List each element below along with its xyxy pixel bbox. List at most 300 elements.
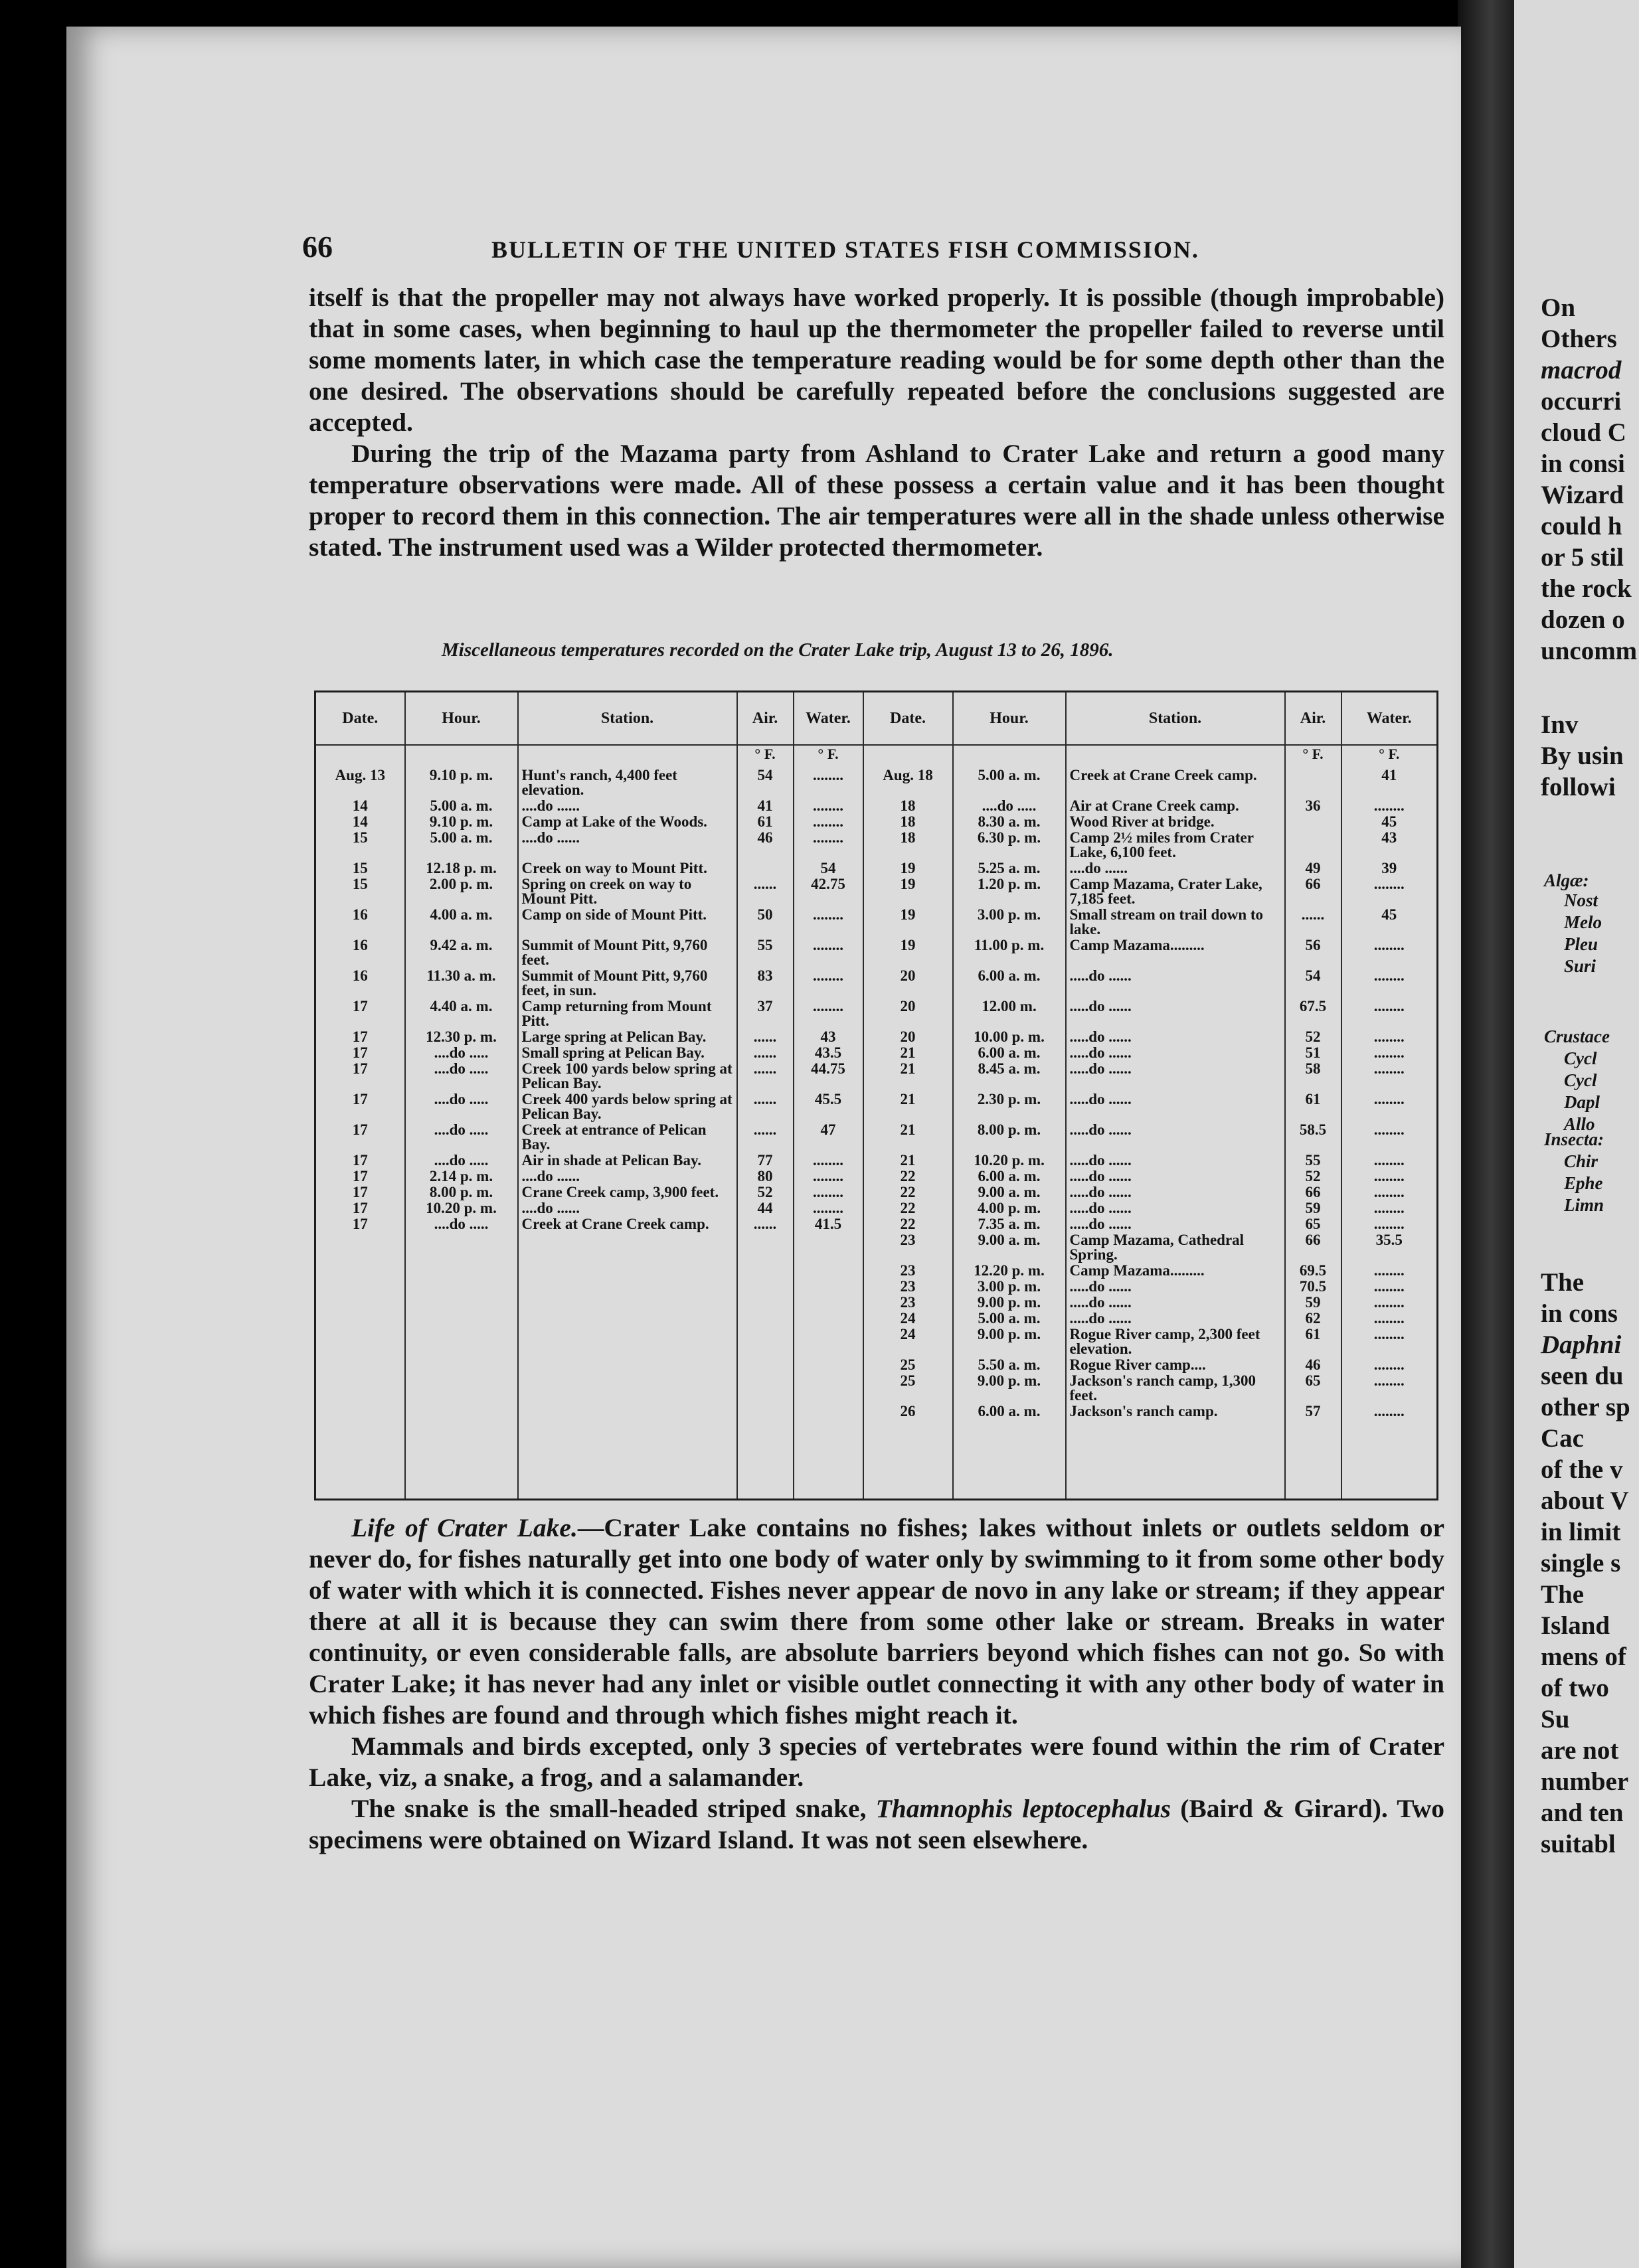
table-row [315, 813, 1438, 829]
cell-hour-2: 9.00 p. m. [953, 1294, 1066, 1310]
cell-hour: 9.42 a. m. [405, 937, 518, 967]
cell-station: Small spring at Pelican Bay. [518, 1044, 737, 1060]
cell-air-2: 62 [1285, 1310, 1341, 1326]
cell-air: 54 [737, 767, 794, 797]
cell-hour: 8.00 p. m. [405, 1184, 518, 1200]
cell-hour-2: 5.25 a. m. [953, 860, 1066, 876]
cell-water [794, 1294, 863, 1310]
insecta-item: Ephe [1564, 1173, 1603, 1193]
cell-water-2: ........ [1341, 876, 1438, 906]
fragment-line: are not [1541, 1736, 1619, 1765]
crustacea-item: Allo [1564, 1114, 1595, 1134]
cell-date: 17 [315, 1200, 405, 1216]
cell-hour-2: 12.20 p. m. [953, 1262, 1066, 1278]
cell-station-2: Creek at Crane Creek camp. [1066, 767, 1285, 797]
cell-hour-2: 7.35 a. m. [953, 1216, 1066, 1232]
fragment-line: Daphni [1541, 1331, 1622, 1359]
cell-hour-2: 6.00 a. m. [953, 1044, 1066, 1060]
table-row [315, 1262, 1438, 1278]
cell-air [737, 1310, 794, 1326]
cell-air [737, 1262, 794, 1278]
cell-water-2: ........ [1341, 1168, 1438, 1184]
fragment-line: in consi [1541, 449, 1625, 478]
cell-date: 16 [315, 906, 405, 937]
cell-water [794, 1326, 863, 1356]
cell-water: ........ [794, 937, 863, 967]
cell-water-2: ........ [1341, 1372, 1438, 1403]
table-filler-row [315, 1419, 1438, 1500]
cell-date-2: 22 [863, 1200, 953, 1216]
fragment-line: or 5 stil [1541, 543, 1624, 572]
cell-station [518, 1294, 737, 1310]
insecta-list [1564, 1151, 1604, 1216]
cell-water: 45.5 [794, 1091, 863, 1121]
fragment-line: dozen o [1541, 606, 1625, 634]
cell-water-2: 45 [1341, 906, 1438, 937]
units-row [315, 745, 1438, 767]
cell-station: Air in shade at Pelican Bay. [518, 1152, 737, 1168]
fragment-line: followi [1541, 773, 1616, 801]
cell-date-2: 25 [863, 1356, 953, 1372]
cell-water: 42.75 [794, 876, 863, 906]
life-section [309, 1512, 1444, 1856]
cell-station-2: Camp Mazama, Cathedral Spring. [1066, 1232, 1285, 1262]
cell-date: 15 [315, 860, 405, 876]
crustacea-list [1564, 1048, 1600, 1135]
cell-air: ...... [737, 876, 794, 906]
fragment-line: cloud C [1541, 418, 1626, 447]
fragment-line: number [1541, 1767, 1629, 1796]
cell-station: Summit of Mount Pitt, 9,760 feet, in sun. [518, 967, 737, 998]
cell-date-2: 18 [863, 813, 953, 829]
cell-date: 16 [315, 967, 405, 998]
cell-date-2: 25 [863, 1372, 953, 1403]
cell-air: 80 [737, 1168, 794, 1184]
unit-water: ° F. [794, 745, 863, 767]
cell-station-2: .....do ...... [1066, 1044, 1285, 1060]
algae-list [1564, 890, 1602, 977]
unit-air-2: ° F. [1285, 745, 1341, 767]
cell-station-2: .....do ...... [1066, 1294, 1285, 1310]
cell-hour-2: 11.00 p. m. [953, 937, 1066, 967]
fragment-line: Inv [1541, 710, 1579, 739]
cell-date-2: 23 [863, 1232, 953, 1262]
cell-air-2: 52 [1285, 1168, 1341, 1184]
cell-air-2: 66 [1285, 1184, 1341, 1200]
cell-date [315, 1403, 405, 1419]
life-paragraph-2: Mammals and birds excepted, only 3 species of vertebrates were found within the rim of Crater Lake, viz, a snake, a frog, and a salamander. [309, 1732, 1444, 1792]
cell-air-2: 61 [1285, 1326, 1341, 1356]
fragment-line: could h [1541, 512, 1622, 540]
cell-water: 44.75 [794, 1060, 863, 1091]
cell-hour: 9.10 p. m. [405, 767, 518, 797]
cell-hour: ....do ..... [405, 1091, 518, 1121]
cell-date-2: 21 [863, 1152, 953, 1168]
cell-hour-2: 12.00 m. [953, 998, 1066, 1028]
cell-station-2: .....do ...... [1066, 1278, 1285, 1294]
fragment-line: macrod [1541, 356, 1622, 384]
table-row [315, 1278, 1438, 1294]
cell-date: 17 [315, 1028, 405, 1044]
cell-water: 43.5 [794, 1044, 863, 1060]
cell-air-2: 52 [1285, 1028, 1341, 1044]
table-row [315, 1121, 1438, 1152]
cell-hour [405, 1403, 518, 1419]
cell-station-2: Wood River at bridge. [1066, 813, 1285, 829]
fragment-line: the rock [1541, 574, 1632, 603]
page-header [302, 229, 1245, 269]
cell-date-2: 23 [863, 1262, 953, 1278]
table-body [315, 745, 1438, 1500]
cell-air-2: 59 [1285, 1294, 1341, 1310]
cell-air: ...... [737, 1216, 794, 1232]
cell-date: 14 [315, 813, 405, 829]
algae-item: Melo [1564, 912, 1602, 932]
cell-station-2: Small stream on trail down to lake. [1066, 906, 1285, 937]
algae-item: Nost [1564, 890, 1598, 910]
cell-station-2: .....do ...... [1066, 1216, 1285, 1232]
fragment-line: Wizard [1541, 481, 1624, 509]
cell-water-2: ........ [1341, 797, 1438, 813]
cell-air-2: 61 [1285, 1091, 1341, 1121]
cell-station: Creek 100 yards below spring at Pelican Bay. [518, 1060, 737, 1091]
cell-air: 52 [737, 1184, 794, 1200]
running-head: BULLETIN OF THE UNITED STATES FISH COMMISSION. [491, 236, 1199, 263]
cell-air-2: 46 [1285, 1356, 1341, 1372]
table-row [315, 1372, 1438, 1403]
cell-air-2: 67.5 [1285, 998, 1341, 1028]
cell-air-2: 59 [1285, 1200, 1341, 1216]
cell-air-2: 49 [1285, 860, 1341, 876]
cell-date-2: 19 [863, 876, 953, 906]
cell-date: 17 [315, 1091, 405, 1121]
cell-hour-2: 3.00 p. m. [953, 1278, 1066, 1294]
cell-air: ...... [737, 1091, 794, 1121]
cell-hour [405, 1310, 518, 1326]
table-row [315, 767, 1438, 797]
life-text: —Crater Lake contains no fishes; lakes without inlets or outlets seldom or never do, for fishes naturally get into one body of water only by swimming to it from some other body of water with which it is connected. Fishes never appear de novo in any lake or stream; if they appear there at all it is because they can swim there from some other lake or stream. Breaks in water continuity, or even considerable falls, are absolute barriers beyond which fishes can not go. So with Crater Lake; it has never had any inlet or visible outlet connecting it with any other body of water in which fishes are found and through which fishes might reach it. [309, 1513, 1444, 1730]
cell-air-2: 36 [1285, 797, 1341, 813]
right-page-block-2 [1541, 709, 1639, 803]
cell-hour: ....do ..... [405, 1152, 518, 1168]
snake-text-end: (Baird & Girard). Two specimens were obtained on Wizard Island. It was not seen elsewhere. [309, 1794, 1444, 1854]
cell-station-2: Air at Crane Creek camp. [1066, 797, 1285, 813]
fragment-line: in cons [1541, 1299, 1618, 1328]
cell-hour-2: 6.00 a. m. [953, 967, 1066, 998]
insecta-item: Chir [1564, 1151, 1598, 1171]
cell-air-2: 55 [1285, 1152, 1341, 1168]
cell-station: Crane Creek camp, 3,900 feet. [518, 1184, 737, 1200]
fragment-line: The [1541, 1580, 1585, 1609]
cell-water: ........ [794, 998, 863, 1028]
cell-water-2: ........ [1341, 1184, 1438, 1200]
cell-station-2: .....do ...... [1066, 1091, 1285, 1121]
cell-date-2: 18 [863, 797, 953, 813]
cell-station-2: .....do ...... [1066, 1310, 1285, 1326]
col-header-water: Water. [794, 692, 863, 746]
table-row [315, 1356, 1438, 1372]
cell-water: ........ [794, 1200, 863, 1216]
right-page-fragment [1514, 0, 1639, 2268]
cell-water-2: ........ [1341, 1028, 1438, 1044]
cell-hour: 10.20 p. m. [405, 1200, 518, 1216]
insecta-item: Limn [1564, 1195, 1604, 1215]
temperature-table [314, 690, 1438, 1500]
cell-hour-2: 8.00 p. m. [953, 1121, 1066, 1152]
cell-date: 17 [315, 1044, 405, 1060]
cell-hour-2: 3.00 p. m. [953, 906, 1066, 937]
cell-hour-2: 5.50 a. m. [953, 1356, 1066, 1372]
cell-water-2: ........ [1341, 1356, 1438, 1372]
fragment-line: Cac [1541, 1424, 1584, 1453]
cell-station: Creek at entrance of Pelican Bay. [518, 1121, 737, 1152]
cell-water: 41.5 [794, 1216, 863, 1232]
cell-date-2: 20 [863, 1028, 953, 1044]
insecta-label: Insecta: [1544, 1129, 1604, 1149]
crustacea-item: Dapl [1564, 1092, 1600, 1112]
cell-station-2: Camp Mazama, Crater Lake, 7,185 feet. [1066, 876, 1285, 906]
cell-air-2: 66 [1285, 876, 1341, 906]
cell-air-2: 56 [1285, 937, 1341, 967]
cell-water-2: 39 [1341, 860, 1438, 876]
cell-water: ........ [794, 906, 863, 937]
cell-hour: 11.30 a. m. [405, 967, 518, 998]
cell-water: ........ [794, 767, 863, 797]
cell-hour-2: 8.45 a. m. [953, 1060, 1066, 1091]
cell-date-2: 24 [863, 1310, 953, 1326]
cell-station: ....do ...... [518, 1168, 737, 1184]
cell-station-2: .....do ...... [1066, 967, 1285, 998]
cell-station [518, 1232, 737, 1262]
algae-label: Algæ: [1544, 870, 1589, 890]
cell-air: ...... [737, 1121, 794, 1152]
table-row [315, 1091, 1438, 1121]
cell-hour-2: 10.00 p. m. [953, 1028, 1066, 1044]
cell-station-2: .....do ...... [1066, 1184, 1285, 1200]
algae-item: Pleu [1564, 934, 1598, 954]
fragment-line: By usin [1541, 742, 1624, 770]
cell-water-2: 41 [1341, 767, 1438, 797]
cell-water-2: ........ [1341, 998, 1438, 1028]
cell-date: 17 [315, 1216, 405, 1232]
cell-hour-2: ....do ..... [953, 797, 1066, 813]
life-heading: Life of Crater Lake. [351, 1513, 578, 1542]
cell-air [737, 1294, 794, 1310]
table-row [315, 797, 1438, 813]
table-row [315, 876, 1438, 906]
cell-station: Hunt's ranch, 4,400 feet elevation. [518, 767, 737, 797]
table-row [315, 998, 1438, 1028]
cell-hour [405, 1278, 518, 1294]
col-header-air-2: Air. [1285, 692, 1341, 746]
cell-station-2: Camp Mazama......... [1066, 1262, 1285, 1278]
cell-air: 46 [737, 829, 794, 860]
cell-station: Creek 400 yards below spring at Pelican Bay. [518, 1091, 737, 1121]
fragment-line: other sp [1541, 1393, 1630, 1421]
cell-hour-2: 4.00 p. m. [953, 1200, 1066, 1216]
cell-hour-2: 2.30 p. m. [953, 1091, 1066, 1121]
table-row [315, 1294, 1438, 1310]
cell-date-2: 23 [863, 1294, 953, 1310]
table-row [315, 1403, 1438, 1419]
cell-hour: 4.40 a. m. [405, 998, 518, 1028]
cell-hour: 4.00 a. m. [405, 906, 518, 937]
table-row [315, 1326, 1438, 1356]
cell-water: ........ [794, 1184, 863, 1200]
cell-date-2: 22 [863, 1216, 953, 1232]
cell-date: 14 [315, 797, 405, 813]
cell-station-2: Jackson's ranch camp, 1,300 feet. [1066, 1372, 1285, 1403]
crustacea-item: Cycl [1564, 1048, 1597, 1068]
cell-hour-2: 9.00 p. m. [953, 1372, 1066, 1403]
cell-station-2: Rogue River camp, 2,300 feet elevation. [1066, 1326, 1285, 1356]
cell-air: ...... [737, 1044, 794, 1060]
cell-date: 17 [315, 1121, 405, 1152]
fragment-line: of two [1541, 1674, 1609, 1702]
cell-hour: 2.00 p. m. [405, 876, 518, 906]
cell-hour: 2.14 p. m. [405, 1168, 518, 1184]
cell-date [315, 1262, 405, 1278]
cell-hour-2: 10.20 p. m. [953, 1152, 1066, 1168]
cell-date: 17 [315, 1152, 405, 1168]
cell-air-2: 58.5 [1285, 1121, 1341, 1152]
cell-water [794, 1232, 863, 1262]
table-row [315, 967, 1438, 998]
cell-air-2 [1285, 813, 1341, 829]
cell-air-2: 54 [1285, 967, 1341, 998]
cell-station-2: ....do ...... [1066, 860, 1285, 876]
cell-water-2: 43 [1341, 829, 1438, 860]
fragment-line: On [1541, 293, 1576, 322]
cell-air-2: 70.5 [1285, 1278, 1341, 1294]
cell-hour [405, 1326, 518, 1356]
cell-water [794, 1372, 863, 1403]
cell-station: ....do ...... [518, 1200, 737, 1216]
cell-hour-2: 9.00 a. m. [953, 1232, 1066, 1262]
cell-hour-2: 9.00 a. m. [953, 1184, 1066, 1200]
cell-water-2: ........ [1341, 1152, 1438, 1168]
life-paragraph-3 [309, 1793, 1444, 1856]
book-gutter [1458, 0, 1517, 2268]
cell-water-2: ........ [1341, 1326, 1438, 1356]
cell-station-2: Camp Mazama......... [1066, 937, 1285, 967]
cell-air [737, 1356, 794, 1372]
cell-air-2: 65 [1285, 1372, 1341, 1403]
col-header-station-2: Station. [1066, 692, 1285, 746]
cell-water [794, 1403, 863, 1419]
fragment-line: mens of [1541, 1643, 1626, 1671]
table-row [315, 1310, 1438, 1326]
cell-water-2: ........ [1341, 1200, 1438, 1216]
cell-hour-2: 6.00 a. m. [953, 1168, 1066, 1184]
cell-water-2: ........ [1341, 1294, 1438, 1310]
cell-air-2: 65 [1285, 1216, 1341, 1232]
cell-water [794, 1310, 863, 1326]
fragment-line: of the v [1541, 1455, 1623, 1484]
cell-air-2: 58 [1285, 1060, 1341, 1091]
cell-water: ........ [794, 797, 863, 813]
cell-water-2: 45 [1341, 813, 1438, 829]
cell-date-2: 21 [863, 1121, 953, 1152]
cell-station [518, 1326, 737, 1356]
intro-paragraph-2: During the trip of the Mazama party from Ashland to Crater Lake and return a good many temperature observations were made. All of these possess a certain value and it has been thought proper to record them in this connection. The air temperatures were all in the shade unless otherwise stated. The instrument used was a Wilder protected thermometer. [309, 439, 1444, 562]
col-header-hour: Hour. [405, 692, 518, 746]
cell-date-2: 22 [863, 1168, 953, 1184]
cell-water-2: ........ [1341, 1262, 1438, 1278]
cell-date [315, 1326, 405, 1356]
cell-water [794, 1278, 863, 1294]
table-row [315, 1168, 1438, 1184]
snake-text-start: The snake is the small-headed striped snake, [351, 1794, 876, 1823]
cell-date-2: 21 [863, 1060, 953, 1091]
right-page-block-3 [1541, 1267, 1639, 1860]
cell-water-2: ........ [1341, 967, 1438, 998]
cell-station [518, 1262, 737, 1278]
cell-air: 44 [737, 1200, 794, 1216]
table-row [315, 1216, 1438, 1232]
fragment-line: about V [1541, 1487, 1629, 1515]
cell-date: Aug. 13 [315, 767, 405, 797]
life-paragraph-1 [309, 1512, 1444, 1731]
col-header-date-2: Date. [863, 692, 953, 746]
cell-water: 54 [794, 860, 863, 876]
cell-air-2: 57 [1285, 1403, 1341, 1419]
cell-date-2: 18 [863, 829, 953, 860]
cell-date: 15 [315, 876, 405, 906]
cell-hour: ....do ..... [405, 1060, 518, 1091]
cell-air: 61 [737, 813, 794, 829]
cell-station: Summit of Mount Pitt, 9,760 feet. [518, 937, 737, 967]
cell-station [518, 1310, 737, 1326]
cell-date-2: Aug. 18 [863, 767, 953, 797]
cell-date-2: 24 [863, 1326, 953, 1356]
cell-air [737, 1326, 794, 1356]
cell-station: Large spring at Pelican Bay. [518, 1028, 737, 1044]
cell-air: 37 [737, 998, 794, 1028]
cell-air [737, 1278, 794, 1294]
cell-station-2: .....do ...... [1066, 1121, 1285, 1152]
cell-station: ....do ...... [518, 829, 737, 860]
fragment-line: uncomm [1541, 637, 1638, 665]
cell-station-2: .....do ...... [1066, 1060, 1285, 1091]
cell-hour: ....do ..... [405, 1044, 518, 1060]
table-header-row [315, 692, 1438, 746]
cell-hour-2: 5.00 a. m. [953, 1310, 1066, 1326]
cell-station: ....do ...... [518, 797, 737, 813]
cell-date-2: 22 [863, 1184, 953, 1200]
cell-air: 77 [737, 1152, 794, 1168]
cell-hour [405, 1356, 518, 1372]
cell-water [794, 1356, 863, 1372]
cell-hour: ....do ..... [405, 1216, 518, 1232]
cell-hour [405, 1232, 518, 1262]
cell-air: 83 [737, 967, 794, 998]
cell-hour: 5.00 a. m. [405, 829, 518, 860]
fragment-line: in limit [1541, 1518, 1621, 1546]
table-caption: Miscellaneous temperatures recorded on the Crater Lake trip, August 13 to 26, 1896. [442, 639, 1114, 661]
cell-water [794, 1262, 863, 1278]
cell-date [315, 1278, 405, 1294]
cell-water: ........ [794, 967, 863, 998]
cell-date: 16 [315, 937, 405, 967]
cell-air: 55 [737, 937, 794, 967]
cell-date [315, 1294, 405, 1310]
fragment-line: suitabl [1541, 1830, 1616, 1858]
cell-water-2: ........ [1341, 937, 1438, 967]
right-page-block-1 [1541, 292, 1639, 667]
cell-air: ...... [737, 1060, 794, 1091]
cell-air [737, 1372, 794, 1403]
